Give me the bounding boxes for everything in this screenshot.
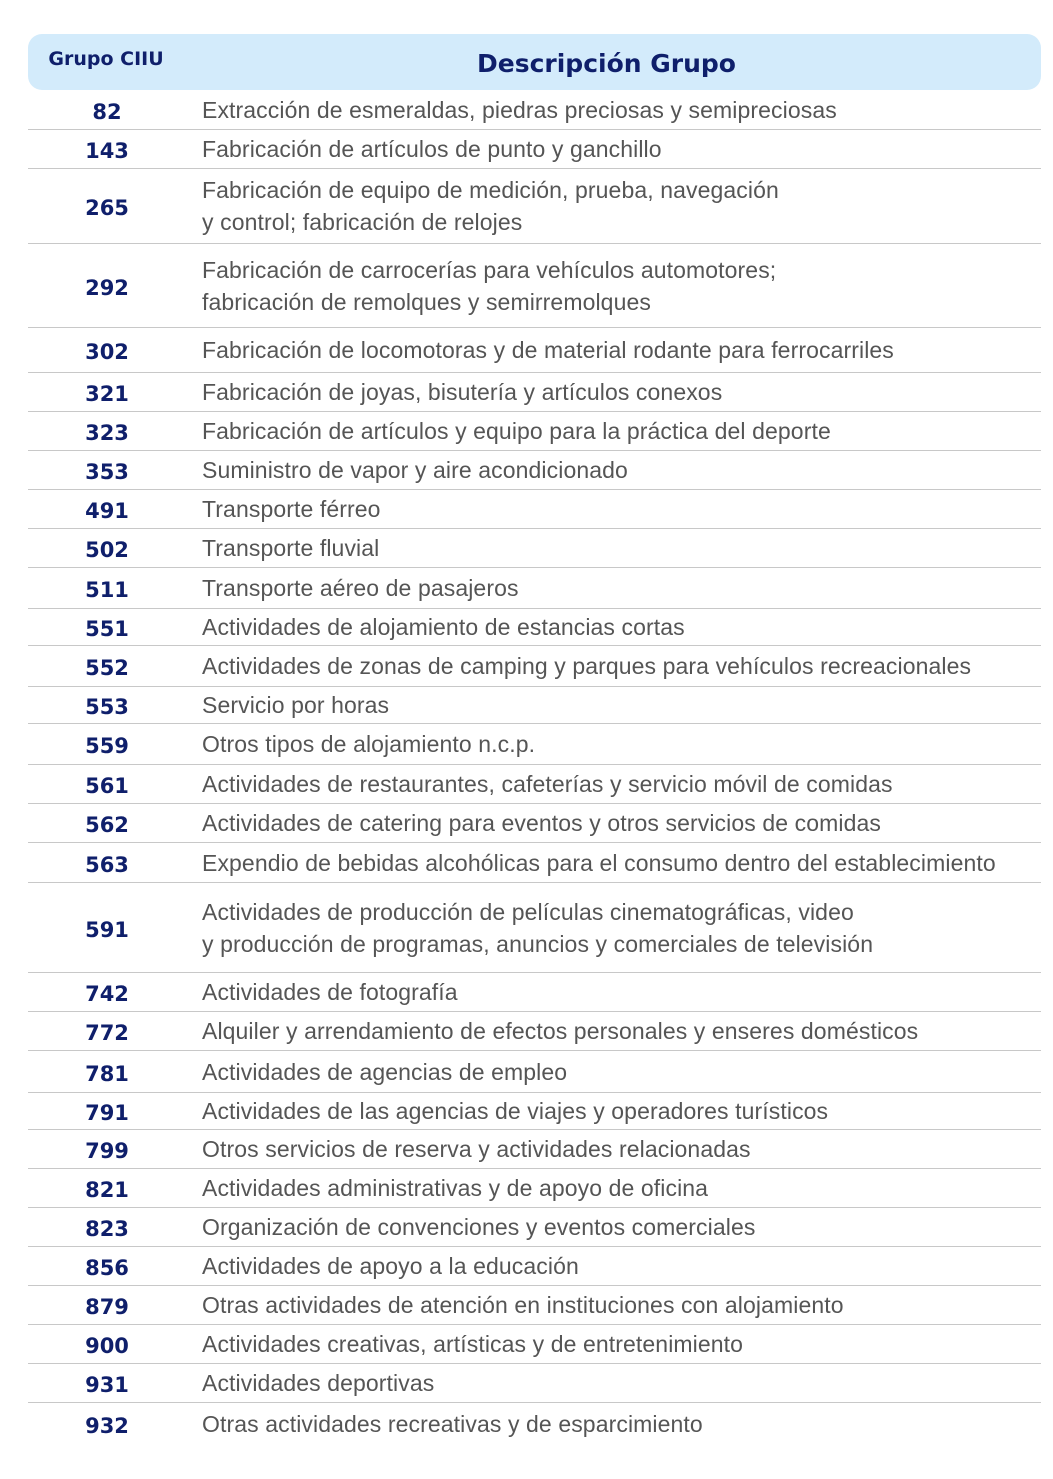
table-body [28, 90, 1041, 1445]
row-description: Actividades deportivas [202, 1370, 435, 1396]
table-row [28, 451, 1041, 490]
table-row [28, 1208, 1041, 1247]
row-code: 353 [85, 460, 129, 484]
row-description: Otros servicios de reserva y actividades relacionadas [202, 1136, 751, 1162]
table-row [28, 568, 1041, 609]
table-row [28, 1093, 1041, 1130]
row-code: 791 [85, 1101, 129, 1125]
row-code: 591 [85, 917, 129, 942]
table-row [28, 328, 1041, 373]
table-row [28, 1286, 1041, 1325]
row-code: 879 [85, 1295, 129, 1319]
row-description: Actividades de alojamiento de estancias cortas [202, 614, 685, 640]
table-row [28, 804, 1041, 843]
table-row [28, 130, 1041, 169]
row-description: Otras actividades de atención en instituciones con alojamiento [202, 1292, 844, 1318]
row-code: 491 [85, 499, 129, 523]
table-row [28, 90, 1041, 130]
row-description: Fabricación de artículos de punto y ganchillo [202, 136, 662, 162]
row-description: Actividades de fotografía [202, 979, 458, 1005]
row-description: Actividades administrativas y de apoyo de oficina [202, 1175, 709, 1201]
table-row [28, 1325, 1041, 1364]
row-code: 323 [85, 421, 129, 445]
row-description: Alquiler y arrendamiento de efectos personales y enseres domésticos [202, 1018, 919, 1044]
row-code: 561 [85, 774, 129, 798]
row-description: Fabricación de carrocerías para vehículos automotores; fabricación de remolques y semirremolques [202, 256, 777, 315]
row-code: 562 [85, 813, 129, 837]
row-description: Suministro de vapor y aire acondicionado [202, 457, 628, 483]
row-description: Extracción de esmeraldas, piedras preciosas y semipreciosas [202, 96, 837, 123]
table-row [28, 1169, 1041, 1208]
table-row [28, 765, 1041, 804]
table-row [28, 490, 1041, 529]
row-description: Actividades de las agencias de viajes y operadores turísticos [202, 1098, 829, 1124]
row-description: Transporte fluvial [202, 535, 380, 561]
table-row [28, 646, 1041, 687]
table-row [28, 529, 1041, 568]
table-row [28, 609, 1041, 646]
row-code: 772 [85, 1021, 129, 1045]
row-code: 553 [85, 695, 129, 719]
table-row [28, 843, 1041, 883]
ciiu-table [28, 34, 1041, 1445]
row-description: Actividades de zonas de camping y parques para vehículos recreacionales [202, 653, 972, 679]
row-description: Fabricación de joyas, bisutería y artículos conexos [202, 379, 723, 405]
row-code: 551 [85, 617, 129, 641]
row-description: Actividades creativas, artísticas y de entretenimiento [202, 1331, 744, 1357]
row-code: 742 [85, 982, 129, 1006]
row-description: Fabricación de equipo de medición, prueba, navegación y control; fabricación de relojes [202, 177, 779, 235]
row-code: 302 [85, 340, 129, 364]
table-row [28, 1130, 1041, 1169]
header-description: Descripción Grupo [477, 48, 736, 78]
row-description: Organización de convenciones y eventos comerciales [202, 1214, 756, 1240]
row-description: Actividades de producción de películas cinematográficas, video y producción de programas, anuncios y comerciales de televisión [202, 898, 874, 957]
row-code: 559 [85, 734, 129, 758]
row-description: Actividades de agencias de empleo [202, 1058, 568, 1085]
table-row [28, 244, 1041, 328]
row-code: 265 [85, 196, 129, 220]
table-row [28, 412, 1041, 451]
row-code: 511 [85, 578, 129, 602]
table-row [28, 973, 1041, 1012]
table-row [28, 169, 1041, 244]
row-code: 900 [85, 1334, 129, 1358]
table-row [28, 687, 1041, 724]
table-row [28, 1247, 1041, 1286]
row-code: 502 [85, 538, 129, 562]
table-row [28, 883, 1041, 973]
header-code: Grupo CIIU [48, 48, 164, 70]
row-code: 823 [85, 1217, 129, 1241]
table-row [28, 373, 1041, 412]
row-description: Actividades de restaurantes, cafeterías y servicio móvil de comidas [202, 771, 893, 797]
table-row [28, 1364, 1041, 1403]
table-row [28, 724, 1041, 765]
row-code: 781 [85, 1061, 129, 1086]
table-row [28, 1403, 1041, 1445]
row-code: 563 [85, 852, 129, 877]
row-description: Transporte férreo [202, 496, 381, 522]
row-code: 932 [85, 1414, 129, 1438]
table-row [28, 1012, 1041, 1051]
row-code: 931 [85, 1373, 129, 1397]
row-description: Actividades de catering para eventos y otros servicios de comidas [202, 810, 881, 836]
row-code: 856 [85, 1256, 129, 1280]
row-code: 143 [85, 139, 129, 163]
row-description: Otras actividades recreativas y de esparcimiento [202, 1411, 703, 1437]
table-row [28, 1051, 1041, 1093]
row-description: Actividades de apoyo a la educación [202, 1253, 579, 1279]
row-description: Fabricación de locomotoras y de material rodante para ferrocarriles [202, 337, 894, 363]
table-header [28, 34, 1041, 90]
row-code: 321 [85, 382, 129, 406]
row-description: Transporte aéreo de pasajeros [202, 575, 519, 601]
row-code: 821 [85, 1178, 129, 1202]
row-description: Expendio de bebidas alcohólicas para el consumo dentro del establecimiento [202, 849, 996, 876]
row-description: Fabricación de artículos y equipo para la práctica del deporte [202, 418, 831, 444]
row-description: Otros tipos de alojamiento n.c.p. [202, 731, 536, 757]
row-code: 552 [85, 656, 129, 680]
row-code: 82 [92, 99, 122, 124]
row-code: 292 [85, 275, 129, 300]
row-code: 799 [85, 1139, 129, 1163]
row-description: Servicio por horas [202, 692, 390, 718]
